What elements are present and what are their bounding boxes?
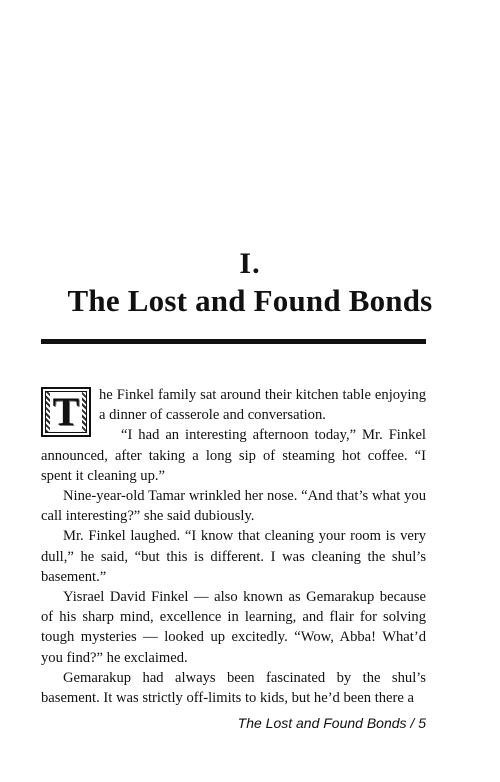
paragraph-2: “I had an interesting afternoon today,” Mr. Finkel announced, after taking a long sip of steaming hot coffee. “I spent it cleaning up.” bbox=[41, 427, 426, 484]
paragraph-3: Nine-year-old Tamar wrinkled her nose. “And that’s what you call interesting?” she said dubiously. bbox=[41, 488, 426, 525]
paragraph-6: Gemarakup had always been fascinated by the shul’s basement. It was strictly off-limits to kids, but he’d been there a bbox=[41, 669, 426, 707]
paragraph-1-text: he Finkel family sat around their kitchen table enjoying a dinner of casserole and conversation. bbox=[99, 387, 426, 424]
body-text bbox=[41, 385, 426, 708]
running-footer: The Lost and Found Bonds / 5 bbox=[237, 715, 426, 731]
title-rule bbox=[41, 339, 426, 344]
chapter-number: I. bbox=[239, 247, 261, 280]
paragraph-1 bbox=[41, 385, 426, 434]
paragraph-4: Mr. Finkel laughed. “I know that cleaning your room is very dull,” he said, “but this is different. I was cleaning the shul’s basement.” bbox=[41, 528, 426, 585]
paragraph-5: Yisrael David Finkel — also known as Gemarakup because of his sharp mind, excellence in learning, and flair for solving tough mysteries — looked up excitedly. “Wow, Abba! What’d you find?” he exclaimed. bbox=[41, 589, 426, 666]
chapter-title: The Lost and Found Bonds bbox=[67, 283, 433, 318]
dropcap-letter: T bbox=[50, 392, 83, 432]
ornamental-initial-icon bbox=[41, 387, 91, 437]
